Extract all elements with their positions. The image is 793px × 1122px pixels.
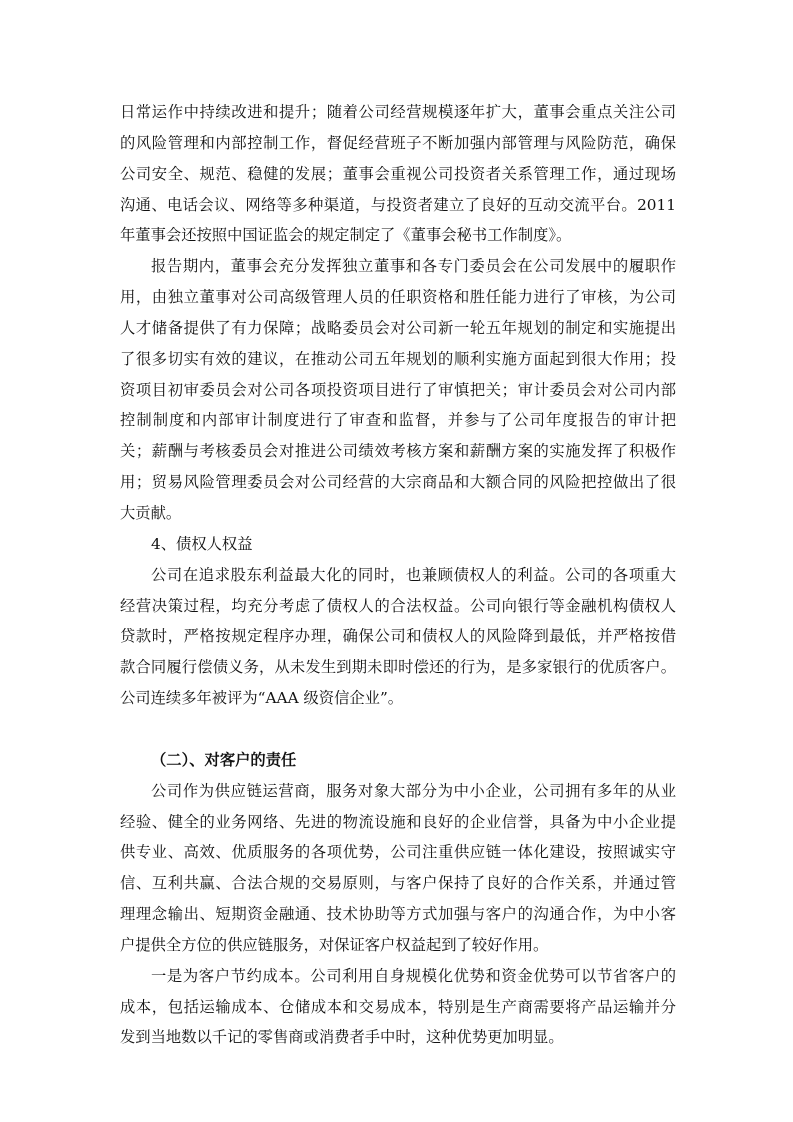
paragraph-line: 贷款时，严格按规定程序办理，确保公司和债权人的风险降到最低，并严格按借 [120,627,676,646]
section-heading-customer-responsibility: （二）、对客户的责任 [151,750,297,769]
paragraph-creditors [120,560,676,714]
paragraph-line: 供专业、高效、优质服务的各项优势，公司注重供应链一体化建设，按照诚实守 [120,843,676,862]
paragraph-line: 控制制度和内部审计制度进行了审查和监督，并参与了公司年度报告的审计把 [120,411,676,430]
paragraph-line: 报告期内，董事会充分发挥独立董事和各专门委员会在公司发展中的履职作 [151,257,676,276]
document-page [120,97,676,1053]
paragraph-line: 理理念输出、短期资金融通、技术协助等方式加强与客户的沟通合作，为中小客 [120,905,676,924]
paragraph-line: 大贡献。 [120,503,182,522]
paragraph-board-operations [120,97,676,251]
paragraph-cost-saving [120,961,676,1054]
paragraph-line: 日常运作中持续改进和提升；随着公司经营规模逐年扩大，董事会重点关注公司 [120,103,676,121]
paragraph-line: 关；薪酬与考核委员会对推进公司绩效考核方案和薪酬方案的实施发挥了积极作 [120,442,676,461]
paragraph-line: 用；贸易风险管理委员会对公司经营的大宗商品和大额合同的风险把控做出了很 [120,473,676,492]
paragraph-line: 成本，包括运输成本、仓储成本和交易成本，特别是生产商需要将产品运输并分 [120,997,676,1016]
paragraph-line: 信、互利共赢、合法合规的交易原则，与客户保持了良好的合作关系，并通过管 [120,874,676,893]
paragraph-line: 年董事会还按照中国证监会的规定制定了《董事会秘书工作制度》。 [120,226,572,245]
paragraph-line: 户提供全方位的供应链服务，对保证客户权益起到了较好作用。 [120,935,549,954]
paragraph-line: 公司安全、规范、稳健的发展；董事会重视公司投资者关系管理工作，通过现场 [120,164,676,183]
paragraph-line: 公司连续多年被评为“AAA 级资信企业”。 [120,689,404,708]
paragraph-committees [120,251,676,529]
paragraph-line: 经营决策过程，均充分考虑了债权人的合法权益。公司向银行等金融机构债权人 [120,596,676,615]
paragraph-line: 沟通、电话会议、网络等多种渠道，与投资者建立了良好的互动交流平台。2011 [120,195,676,214]
section-spacer [120,714,676,745]
paragraph-line: 经验、健全的业务网络、先进的物流设施和良好的企业信誉，具备为中小企业提 [120,812,676,831]
paragraph-line: 发到当地数以千记的零售商或消费者手中时，这种优势更加明显。 [120,1028,564,1047]
paragraph-line: 用，由独立董事对公司高级管理人员的任职资格和胜任能力进行了审核，为公司 [120,288,676,307]
paragraph-line: 了很多切实有效的建议，在推动公司五年规划的顺利实施方面起到很大作用；投 [120,349,676,368]
paragraph-line: 公司在追求股东利益最大化的同时，也兼顾债权人的利益。公司的各项重大 [151,565,676,584]
paragraph-line: 的风险管理和内部控制工作，督促经营班子不断加强内部管理与风险防范，确保 [120,133,676,152]
paragraph-line: 款合同履行偿债义务，从未发生到期未即时偿还的行为，是多家银行的优质客户。 [120,658,676,677]
paragraph-line: 资项目初审委员会对公司各项投资项目进行了审慎把关；审计委员会对公司内部 [120,380,676,399]
paragraph-line: 一是为客户节约成本。公司利用自身规模化优势和资金优势可以节省客户的 [151,966,676,985]
paragraph-line: 人才储备提供了有力保障；战略委员会对公司新一轮五年规划的制定和实施提出 [120,318,676,337]
paragraph-line: 公司作为供应链运营商，服务对象大部分为中小企业，公司拥有多年的从业 [151,781,676,800]
paragraph-customers [120,776,676,961]
subheading-creditor-rights: 4、债权人权益 [151,534,253,553]
